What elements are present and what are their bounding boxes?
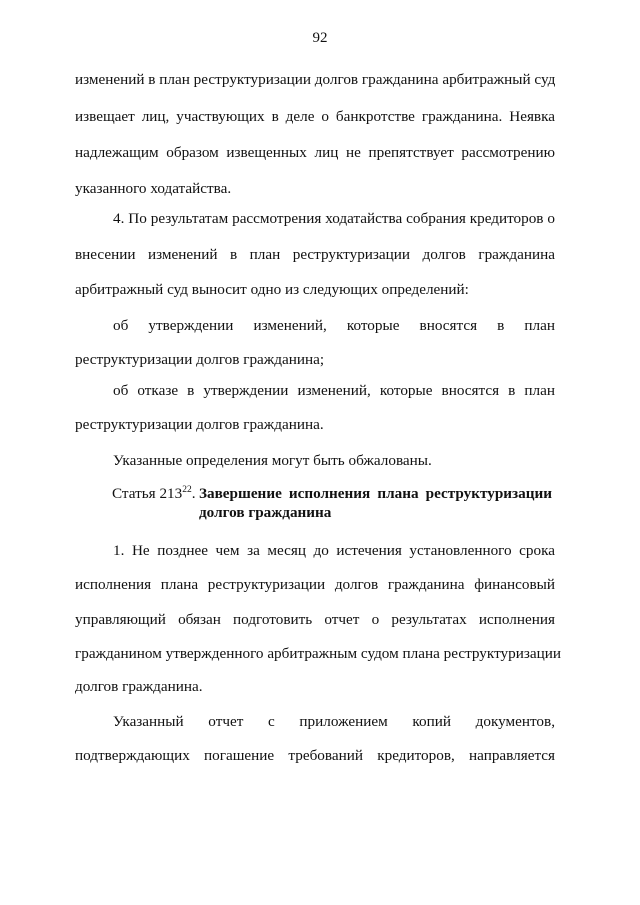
para2-line1: 4. По результатам рассмотрения ходатайства собрания кредиторов о (113, 210, 555, 227)
para1-line3: надлежащим образом извещенных лиц не препятствует рассмотрению (75, 144, 555, 161)
article-heading (112, 484, 557, 521)
page-number: 92 (312, 30, 328, 46)
article-label: Статья $213^{22}$. (112, 485, 196, 502)
article-sup: 22 (182, 485, 192, 495)
para6-line2: исполнения плана реструктуризации долгов гражданина финансовый (75, 576, 555, 593)
para1-line4: указанного ходатайства. (75, 180, 232, 197)
para4-line2: реструктуризации долгов гражданина. (75, 416, 324, 433)
para2-line3: арбитражный суд выносит одно из следующих определений: (75, 281, 469, 298)
para1-line1: изменений в план реструктуризации долгов гражданина арбитражный суд (75, 71, 556, 88)
para5: Указанные определения могут быть обжалованы. (113, 452, 432, 469)
para6-line3: управляющий обязан подготовить отчет о результатах исполнения (75, 611, 555, 628)
para6-line1: 1. Не позднее чем за месяц до истечения установленного срока (113, 542, 555, 559)
para7-line2: подтверждающих погашение требований кредиторов, направляется (75, 747, 555, 764)
para2-line2: внесении изменений в план реструктуризации долгов гражданина (75, 246, 555, 263)
article-title-line2: долгов гражданина (199, 504, 332, 521)
article-title-line1: Завершение исполнения плана реструктуризации (199, 485, 552, 502)
para4-line1: об отказе в утверждении изменений, которые вносятся в план (113, 382, 555, 399)
para3-line1: об утверждении изменений, которые вносятся в план (113, 317, 555, 334)
para6-line4: гражданином утвержденного арбитражным судом плана реструктуризации (75, 645, 561, 662)
para7-line1: Указанный отчет с приложением копий документов, (113, 713, 555, 730)
para1-line2: извещает лиц, участвующих в деле о банкротстве гражданина. Неявка (75, 108, 555, 125)
para6-line5: долгов гражданина. (75, 678, 203, 695)
para3-line2: реструктуризации долгов гражданина; (75, 351, 325, 368)
